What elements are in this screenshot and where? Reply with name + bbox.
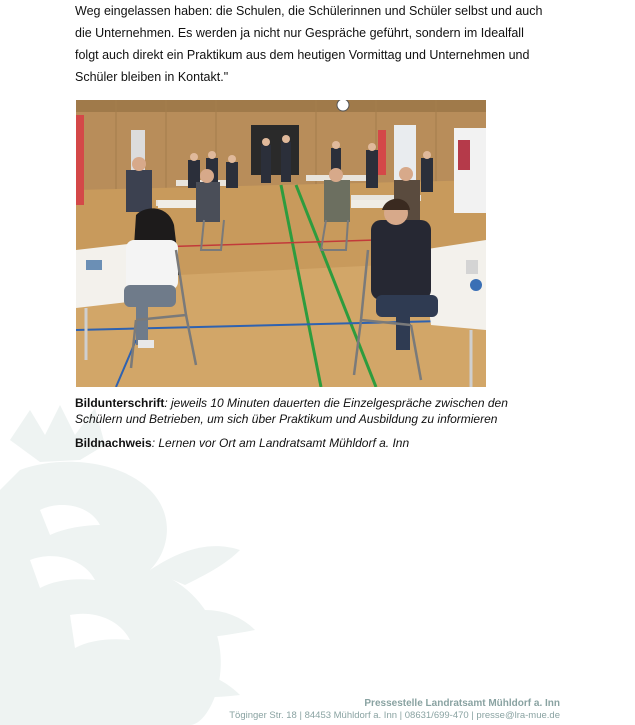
footer-address: Töginger Str. 18 | 84453 Mühldorf a. Inn | 08631/699-470 | presse@lra-mue.de	[229, 710, 560, 721]
event-photo	[76, 100, 486, 387]
article-line: Weg eingelassen haben: die Schulen, die Schülerinnen und Schüler selbst und auch	[75, 4, 543, 18]
article-line: die Unternehmen. Es werden ja nicht nur Gespräche geführt, sondern im Idealfall	[75, 26, 524, 40]
photo-caption	[75, 395, 565, 427]
credit-label: Bildnachweis	[75, 436, 152, 450]
credit-text: : Lernen vor Ort am Landratsamt Mühldorf a. Inn	[151, 436, 410, 450]
photo-credit	[75, 435, 565, 451]
page-footer	[229, 698, 560, 722]
footer-org: Pressestelle Landratsamt Mühldorf a. Inn	[364, 698, 560, 709]
caption-text: Schülern und Betrieben, um sich über Praktikum und Ausbildung zu informieren	[75, 412, 498, 426]
article-line: folgt auch direkt ein Praktikum aus dem heutigen Vormittag und Unternehmen und	[75, 48, 530, 62]
caption-label: Bildunterschrift	[75, 396, 165, 410]
article-line: Schüler bleiben in Kontakt."	[75, 70, 229, 84]
article-paragraph	[75, 0, 565, 88]
caption-text: : jeweils 10 Minuten dauerten die Einzelgespräche zwischen den	[164, 396, 508, 410]
